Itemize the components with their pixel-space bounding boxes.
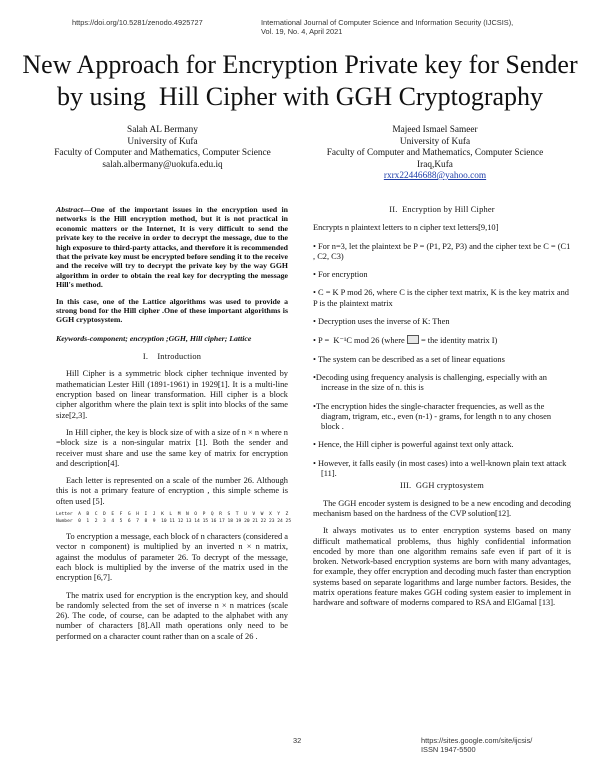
author-email-link[interactable]: rxrx22446688@yahoo.com [383,171,487,181]
bullet-decryption: • Decryption uses the inverse of K: Then [313,317,450,327]
abstract-paragraph-2: In this case, one of the Lattice algorithms was used to provide a strong bond for the Hill cipher .One of these important algorithms is GGH cryptosystem. [56,296,288,325]
paper-title [20,49,580,113]
footer-site-link[interactable]: https://sites.google.com/site/ijcsis/ [421,736,533,745]
ggh-paragraph-1: The GGH encoder system is designed to be a new encoding and decoding mechanism based on the hardness of the CVP solution[12]. [313,498,571,518]
title-line-1: New Approach for Encryption Private key for Sender [22,50,578,79]
bullet-hides-frequencies: •The encryption hides the single-character frequencies, as well as the diagram, trigram, etc., even (n-1) - grams, for length n to any chosen block . [313,401,552,432]
section-1-heading: I. Introduction [142,352,202,362]
header-doi[interactable]: https://doi.org/10.5281/zenodo.4925727 [72,18,203,27]
formula-middle: C mod 26 (where [346,336,407,346]
table-letters-row: Letter A B C D E F G H I J K L M N O P Q R S T U V W X Y Z [56,512,289,518]
matrix-product-icon [407,335,419,344]
author-name: Salah AL Bermany [127,125,198,135]
journal-line-1: International Journal of Computer Science and Information Security (IJCSIS), [261,18,514,27]
bullet-frequency-analysis: •Decoding using frequency analysis is challenging, especially with an increase in the size of n. this is [313,372,547,393]
intro-paragraph-5: The matrix used for encryption is the encryption key, and should be randomly selected from the set of inverse n × n matrices (scale 26). The code, of course, can be adapted to the alphabet with any number of characters [8].All math operations only need to be performed on a character count rather than on a scale of 26 . [56,590,288,641]
header-journal [261,18,513,36]
page-number: 32 [293,736,302,745]
author-faculty: Faculty of Computer and Mathematics, Computer Science [54,148,271,158]
abstract [56,205,288,290]
inverse-key-symbol: K⁻¹ [333,336,347,346]
author-affiliation: University of Kufa [399,136,471,147]
section-2-heading: II. Encryption by Hill Cipher [389,205,495,214]
title-line-2: by using Hill Cipher with GGH Cryptography [56,82,544,111]
table-numbers-row: Number 0 1 2 3 4 5 6 7 8 9 10 11 12 13 14 15 16 17 18 19 20 21 22 23 24 25 [56,518,292,524]
author-location: Iraq,Kufa [417,159,453,170]
right-column [313,205,571,609]
bullet-encryption: • For encryption [313,270,368,280]
author-block-2 [300,125,570,183]
author-faculty: Faculty of Computer and Mathematics, Computer Science [326,148,544,158]
intro-paragraph-1: Hill Cipher is a symmetric block cipher technique invented by mathematician Lester Hill (1891-1961) in 1929[1]. It is a multi-line encryption based on linear transformation. Hill cipher is a block cipher algorithm where the plain text is split into blocks of the same size[2,3]. [56,369,288,420]
intro-paragraph-2: In Hill cipher, the key is block size of with a size of n × n where n =block size is a non-singular matrix [1]. Both the sender and receiver must share and use the same key of matrix for encryption and description[4]. [56,427,288,468]
journal-line-2: Vol. 19, No. 4, April 2021 [261,27,343,36]
ggh-paragraph-2: It always motivates us to enter encryption systems based on many difficult mathematical problems, thus highly confidential information encoded by more than one algorithm remains safe even if part of it is broken. Network-based encryption systems are born with many advantages, for example, they offer encryption and decoding much faster than encryption systems based on separate logarithms and large number factors. Besides, the matrix operations feature makes GGH coding system easier to implement in hardware and software of moderns compared to RSA and ElGamal [13]. [313,526,571,608]
hill-intro: Encrypts n plaintext letters to n cipher text letters[9,10] [313,223,499,233]
bullet-powerful: • Hence, the Hill cipher is powerful against text only attack. [313,440,514,450]
author-email[interactable]: salah.albermany@uokufa.edu.iq [102,159,223,170]
formula-suffix: = the identity matrix I) [418,336,498,346]
author-affiliation: University of Kufa [127,136,198,147]
abstract-label: Abstract— [56,205,91,214]
intro-paragraph-4: To encryption a message, each block of n characters (considered a vector n component) is multiplied by an inverted n × n matrix, against the modulus of parameter 26. To decrypt of the message, each block is multiplied by the inverse of the matrix used in the encryption [6,7]. [56,532,288,583]
letter-number-table [56,512,292,525]
footer-issn: ISSN 1947-5500 [421,745,476,754]
author-name: Majeed Ismael Sameer [392,125,478,135]
bullet-plaintext-attack: • However, it falls easily (in most cases) into a well-known plain text attack [11]. [313,458,567,479]
abstract-text: One of the important issues in the encryption used in networks is the Hill encryption method, but it is not practical in economic matters or the Internet, It is very difficult to send the private key to the receive in order to decrypt the message, due to the high exposure to third-party attacks, and therefore it is recommended that the private key must be encrypted before sending it to the receive and the receive will try to decrypt the private key by the way GGH algorithm in order to obtain the real key for decrypting the message Hill's method. [56,205,289,290]
left-column [56,205,292,642]
formula-prefix: • P = [313,336,334,346]
bullet-plaintext: • For n=3, let the plaintext be P = (P1, P2, P3) and the cipher text be C = (C1 , C2, C3) [313,241,571,261]
bullet-cipher-formula: • C = K P mod 26, where C is the cipher text matrix, K is the key matrix and P is the plaintext matrix [313,288,569,308]
section-3-heading: III. GGH cryptosystem [400,481,484,491]
bullet-linear-equations: • The system can be described as a set of linear equations [313,354,505,364]
keywords: Keywords-component; encryption ;GGH, Hill cipher; Lattice [56,333,252,343]
intro-paragraph-3: Each letter is represented on a scale of the number 26. Although this is not a primary feature of encryption , this simple scheme is often used [5]. [56,476,288,506]
author-block-1 [35,125,290,171]
bullet-inverse-formula [313,335,571,346]
